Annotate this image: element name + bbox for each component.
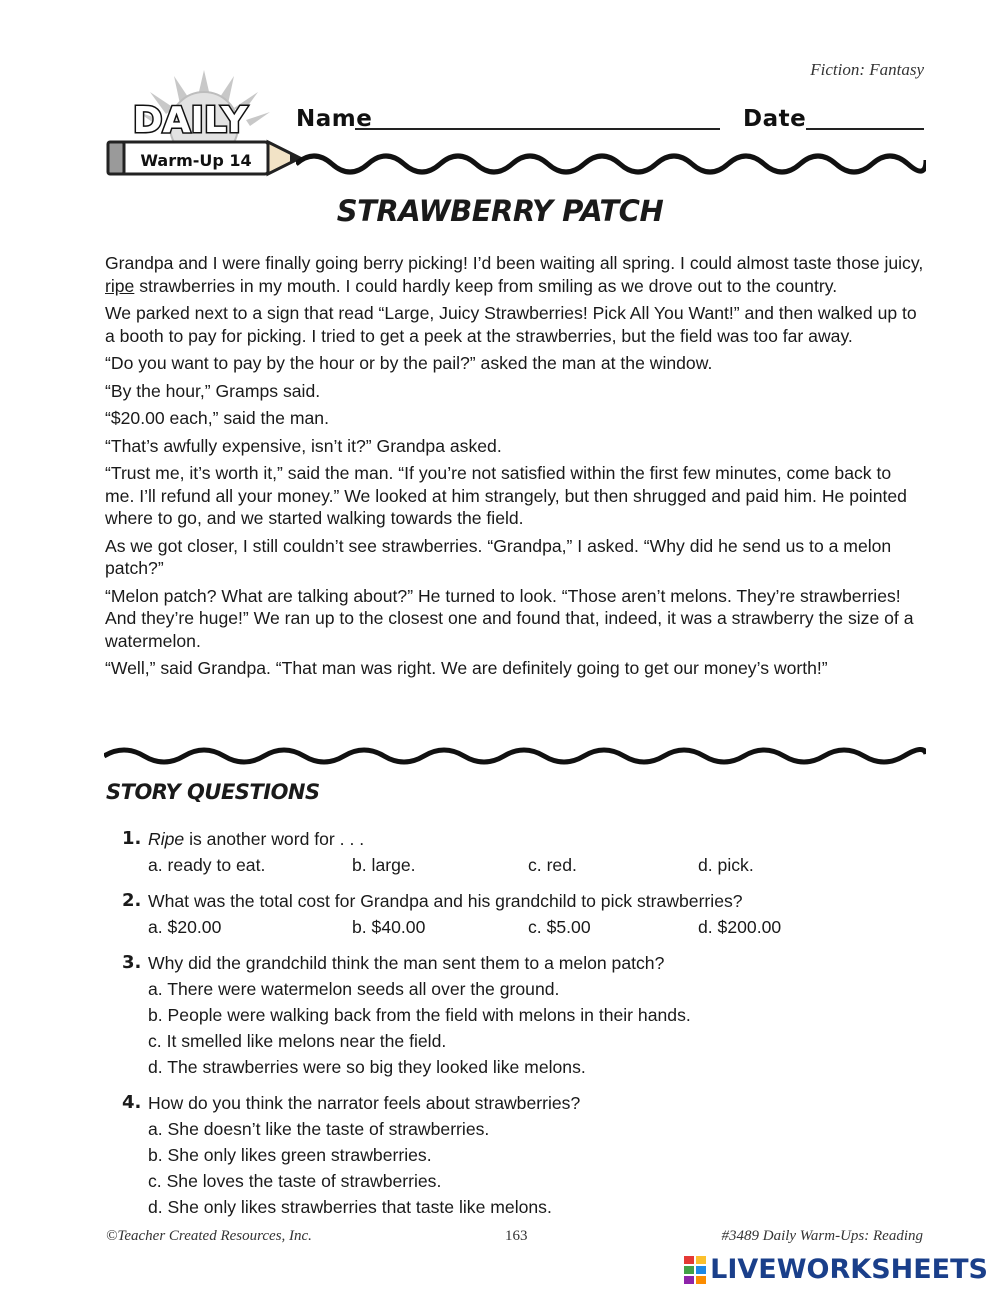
question-3: [120, 950, 920, 1080]
question-2: [120, 888, 920, 940]
answer-option[interactable]: c. $5.00: [528, 917, 591, 937]
genre-label: Fiction: Fantasy: [810, 60, 924, 79]
wavy-divider-middle: [104, 742, 926, 772]
answer-option[interactable]: b. She only likes green strawberries.: [148, 1145, 432, 1165]
name-field[interactable]: [355, 128, 720, 130]
answer-option[interactable]: c. She loves the taste of strawberries.: [148, 1171, 442, 1191]
answer-option[interactable]: a. ready to eat.: [148, 855, 266, 875]
questions-list: [120, 826, 920, 1230]
story-paragraph: “$20.00 each,” said the man.: [105, 408, 329, 428]
question-number: 2.: [122, 890, 142, 911]
story-paragraph: “Melon patch? What are talking about?” He turned to look. “Those aren’t melons. They’re strawberries! And they’re huge!” We ran up to the closest one and found that, indeed, it was a strawberry the size of a watermelon.: [105, 585, 914, 651]
answer-options: [148, 1116, 920, 1220]
question-keyword: Ripe: [148, 829, 185, 849]
footer-book-title: #3489 Daily Warm-Ups: Reading: [721, 1228, 923, 1244]
questions-heading: STORY QUESTIONS: [106, 780, 320, 804]
answer-option[interactable]: c. red.: [528, 855, 577, 875]
footer-page-number: 163: [505, 1228, 528, 1244]
story-text: [105, 252, 925, 685]
question-text: How do you think the narrator feels about strawberries?: [148, 1093, 581, 1113]
answer-option[interactable]: c. It smelled like melons near the field.: [148, 1031, 447, 1051]
answer-options: [148, 852, 920, 878]
question-1: [120, 826, 920, 878]
story-paragraph: We parked next to a sign that read “Large, Juicy Strawberries! Pick All You Want!” and then walked up to a booth to pay for picking. I tried to get a peek at the strawberries, but the field was too far away.: [105, 303, 917, 346]
question-number: 3.: [122, 952, 142, 973]
answer-option[interactable]: d. pick.: [698, 855, 754, 875]
question-number: 4.: [122, 1092, 142, 1113]
story-paragraph: “That’s awfully expensive, isn’t it?” Grandpa asked.: [105, 435, 502, 456]
footer-copyright: ©Teacher Created Resources, Inc.: [106, 1228, 312, 1244]
wavy-divider-top: [296, 146, 926, 176]
story-text-segment: strawberries in my mouth. I could hardly keep from smiling as we drove out to the country.: [134, 275, 838, 296]
vocab-word-ripe: ripe: [105, 275, 135, 296]
answer-option[interactable]: a. There were watermelon seeds all over the ground.: [148, 979, 560, 999]
answer-option[interactable]: d. $200.00: [698, 917, 782, 937]
story-paragraph: As we got closer, I still couldn’t see strawberries. “Grandpa,” I asked. “Why did he send us to a melon patch?”: [105, 535, 892, 578]
daily-warmup-logo: [104, 66, 304, 186]
liveworksheets-brand[interactable]: [684, 1254, 988, 1285]
answer-option[interactable]: d. She only likes strawberries that taste like melons.: [148, 1197, 552, 1217]
story-paragraph: “Trust me, it’s worth it,” said the man. “If you’re not satisfied within the first few minutes, come back to me. I’ll refund all your money.” We looked at him strangely, but then shrugged and paid him. He pointed where to go, and we started walking towards the field.: [105, 463, 907, 528]
question-text-segment: is another word for . . .: [184, 829, 365, 849]
answer-options: [148, 914, 920, 940]
liveworksheets-wordmark: LIVEWORKSHEETS: [710, 1254, 988, 1285]
answer-option[interactable]: a. $20.00: [148, 917, 222, 937]
logo-sub-text: Warm-Up 14: [140, 151, 252, 170]
answer-option[interactable]: b. People were walking back from the field with melons in their hands.: [148, 1005, 691, 1025]
answer-options: [148, 976, 920, 1080]
answer-option[interactable]: a. She doesn’t like the taste of strawberries.: [148, 1119, 490, 1139]
answer-option[interactable]: b. large.: [352, 855, 416, 875]
question-text: Why did the grandchild think the man sent them to a melon patch?: [148, 953, 665, 973]
date-field[interactable]: [806, 128, 924, 130]
logo-main-text: DAILY: [132, 100, 248, 141]
question-text: [148, 826, 920, 852]
question-number: 1.: [122, 828, 142, 849]
answer-option[interactable]: b. $40.00: [352, 917, 426, 937]
story-text-segment: Grandpa and I were finally going berry picking! I’d been waiting all spring. I could almost taste those juicy,: [105, 253, 924, 273]
story-paragraph: [105, 252, 925, 297]
date-label: Date: [743, 106, 807, 132]
question-4: [120, 1090, 920, 1220]
story-title: STRAWBERRY PATCH: [336, 194, 664, 228]
answer-option[interactable]: d. The strawberries were so big they looked like melons.: [148, 1057, 586, 1077]
story-paragraph: “Do you want to pay by the hour or by the pail?” asked the man at the window.: [105, 353, 713, 373]
story-paragraph: “By the hour,” Gramps said.: [105, 380, 321, 401]
liveworksheets-logo-icon: [684, 1256, 706, 1284]
story-paragraph: “Well,” said Grandpa. “That man was right. We are definitely going to get our money’s worth!”: [105, 658, 828, 678]
name-label: Name: [296, 106, 373, 132]
question-text: What was the total cost for Grandpa and his grandchild to pick strawberries?: [148, 891, 743, 911]
